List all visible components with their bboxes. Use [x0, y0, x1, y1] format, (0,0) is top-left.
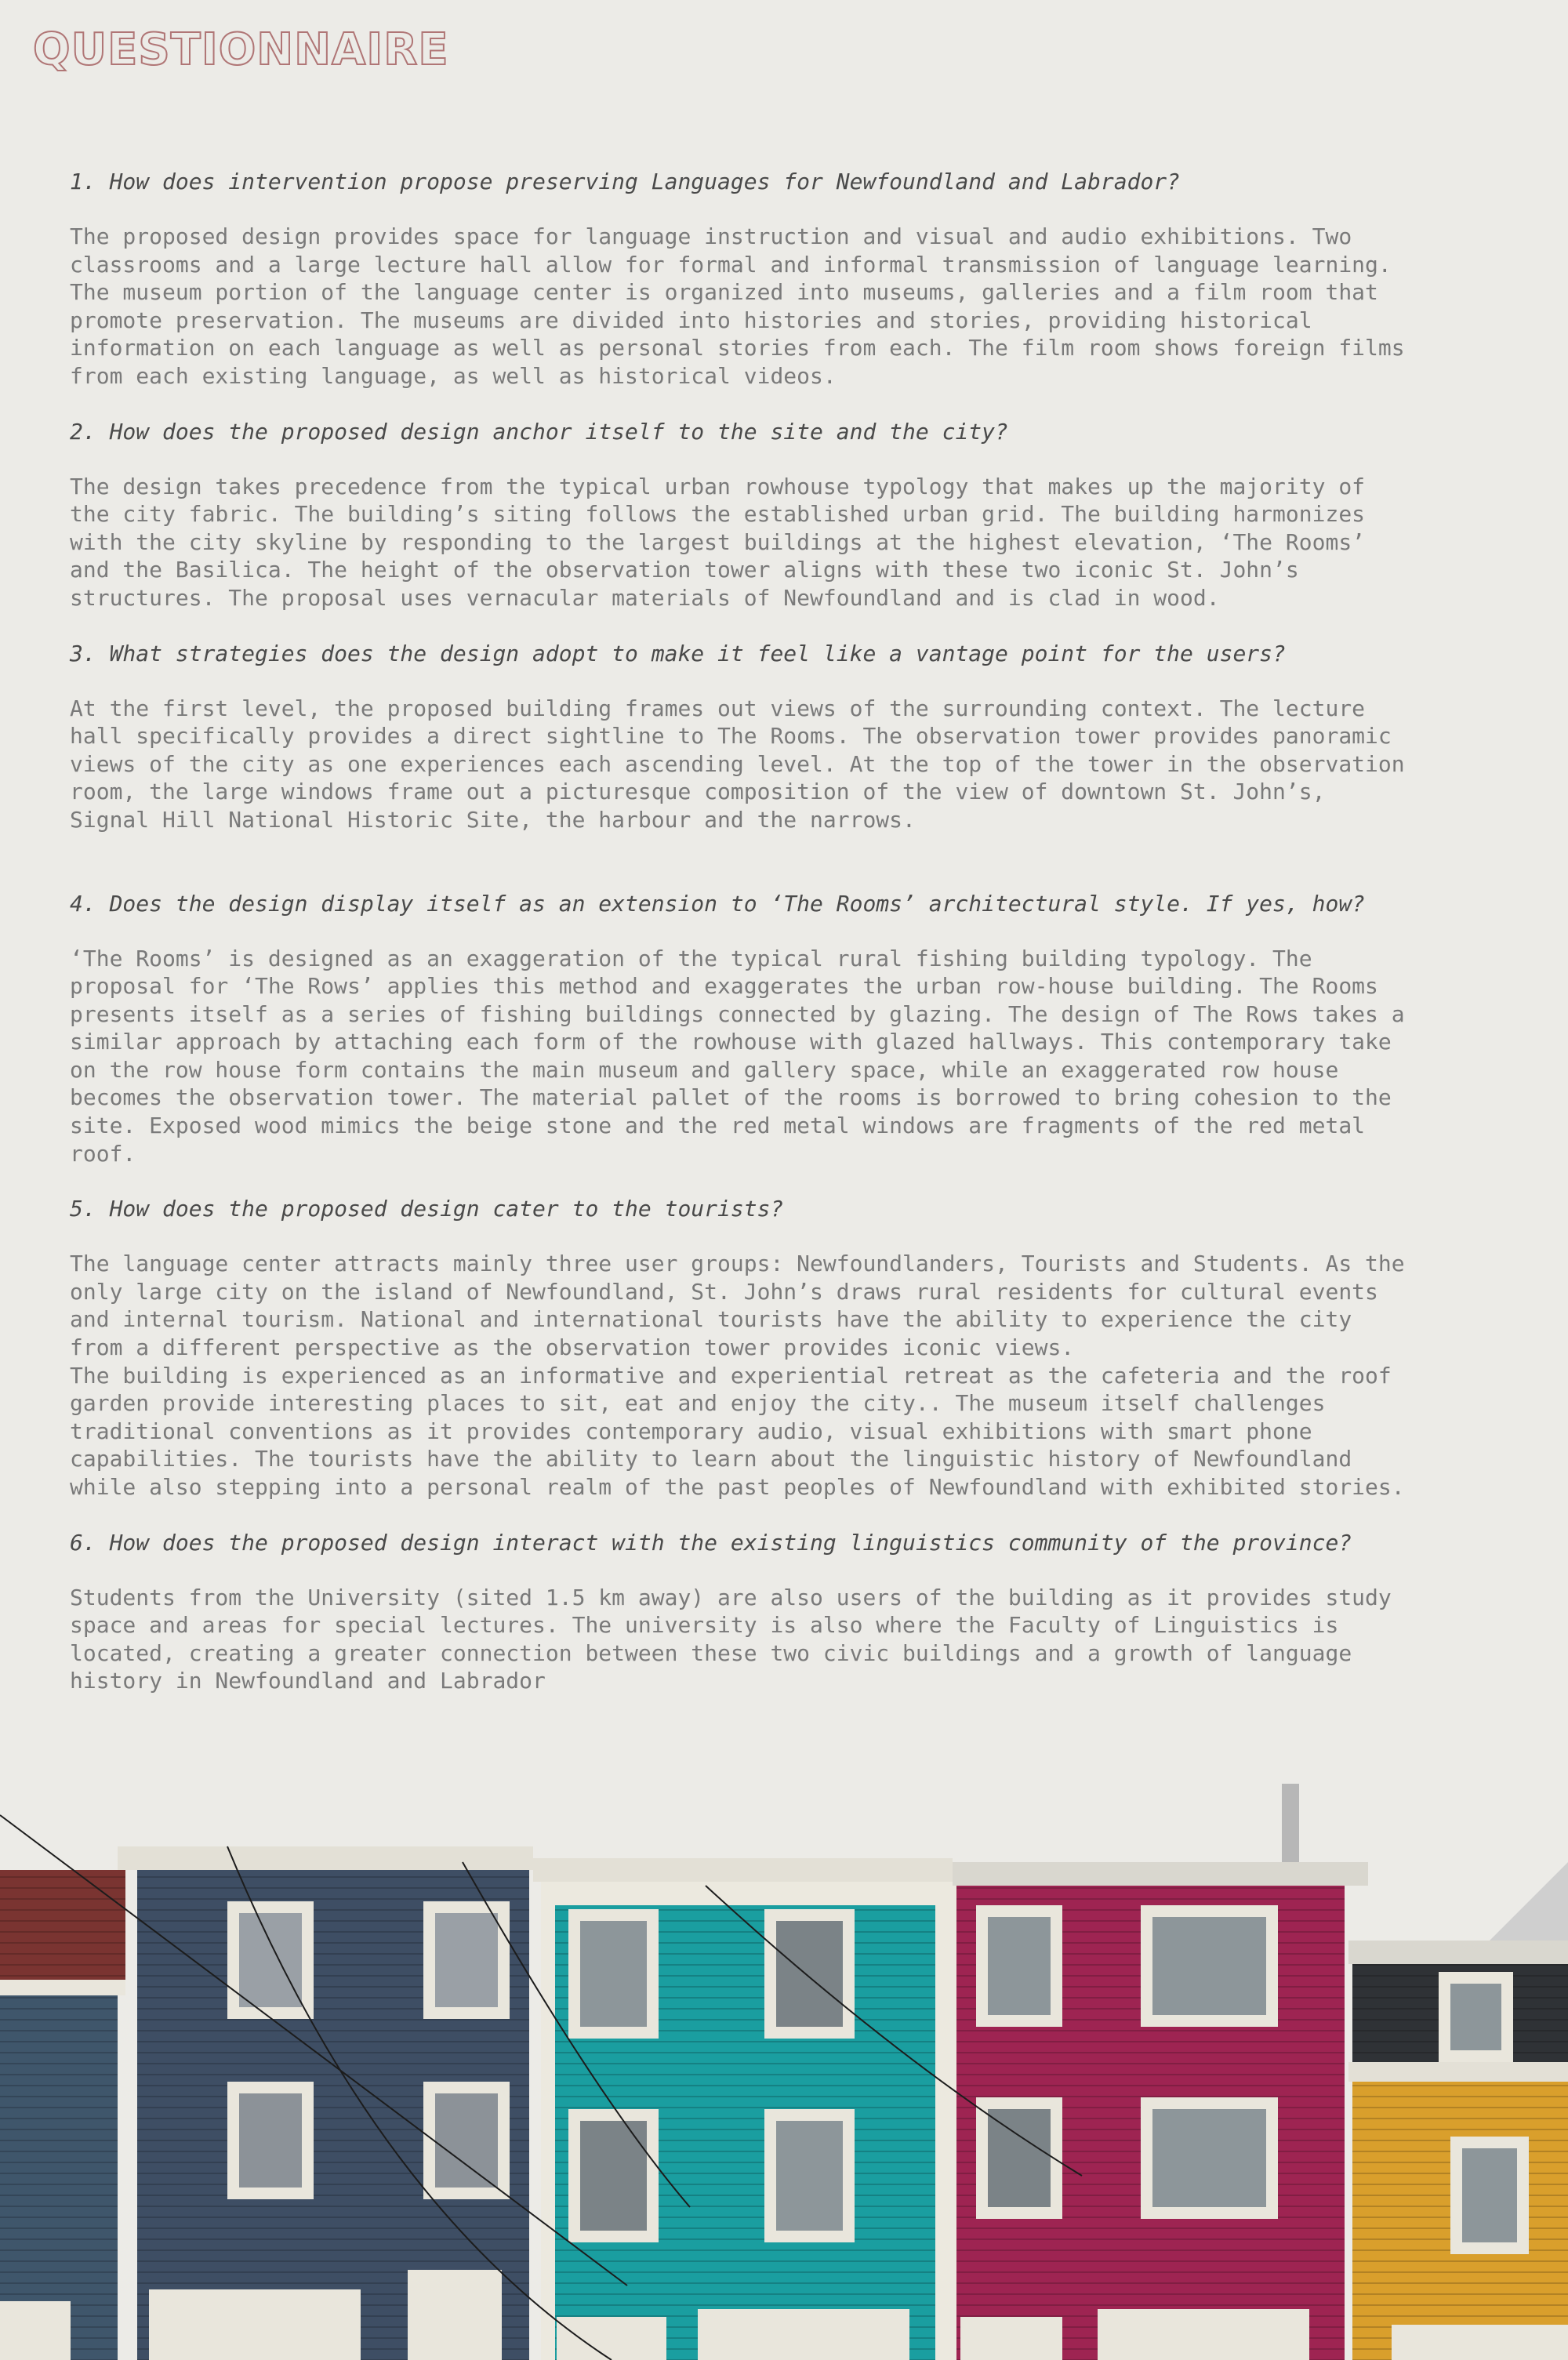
section-spacer [70, 862, 1504, 890]
question-1: 1. How does intervention propose preserving Languages for Newfoundland and Labrador? [70, 169, 1181, 194]
answer-5: The language center attracts mainly three user groups: Newfoundlanders, Tourists and Students. As the only large city on the island of Newfoundland, St. John’s draws rural residents for cultural events and internal tourism. National and international tourists have the ability to experience the city from a different perspective as the observation tower provides iconic views. The building is experienced as an informative and experiential retreat as the cafeteria and the roof garden provide interesting places to sit, eat and enjoy the city.. The museum itself challenges traditional conventions as it provides contemporary audio, visual exhibitions with smart phone capabilities. The tourists have the ability to learn about the linguistic history of Newfoundland while also stepping into a personal realm of the past peoples of Newfoundland with exhibited stories. [70, 1251, 1405, 1500]
question-6: 6. How does the proposed design interact with the existing linguistics community of the province? [70, 1529, 1352, 1556]
answer-4: ‘The Rooms’ is designed as an exaggeration of the typical rural fishing building typology. The proposal for ‘The Rows’ applies this method and exaggerates the urban row-house building. The Rooms presents itself as a series of fishing buildings connected by glazing. The design of The Rows takes a similar approach by attaching each form of the rowhouse with glazed hallways. This contemporary take on the row house form contains the main museum and gallery space, while an exaggerated row house becomes the observation tower. The material pallet of the rooms is borrowed to bring cohesion to the site. Exposed wood mimics the beige stone and the red metal windows are fragments of the red metal roof. [70, 945, 1405, 1167]
answer-1: The proposed design provides space for language instruction and visual and audio exhibitions. Two classrooms and a large lecture hall allow for formal and informal transmission of language learning. The museum portion of the language center is organized into museums, galleries and a film room that promote preservation. The museums are divided into histories and stories, providing historical information on each language as well as personal stories from each. The film room shows foreign films from each existing language, as well as historical videos. [70, 223, 1405, 389]
answer-2: The design takes precedence from the typical urban rowhouse typology that makes up the majority of the city fabric. The building’s siting follows the established urban grid. The building harmonizes with the city skyline by responding to the largest buildings at the highest elevation, ‘The Rooms’ and the Basilica. The height of the observation tower aligns with these two iconic St. John’s structures. The proposal uses vernacular materials of Newfoundland and is clad in wood. [70, 473, 1366, 611]
question-4: 4. Does the design display itself as an extension to ‘The Rooms’ architectural style. If yes, how? [70, 890, 1366, 917]
question-5: 5. How does the proposed design cater to the tourists? [70, 1196, 784, 1222]
page-title: QUESTIONNAIRE [33, 24, 449, 75]
answer-6: Students from the University (sited 1.5 km away) are also users of the building as it provides study space and areas for special lectures. The university is also where the Faculty of Linguistics is located, creating a greater connection between these two civic buildings and a growth of language history in Newfoundland and Labrador [70, 1584, 1392, 1694]
house-mustard [1348, 1862, 1568, 2360]
questionnaire [70, 168, 1504, 1723]
house-magenta [953, 1784, 1368, 2360]
rowhouse-street-illustration [0, 1768, 1568, 2360]
house-navy [118, 1846, 533, 2360]
question-2: 2. How does the proposed design anchor itself to the site and the city? [70, 418, 1008, 445]
house-teal [533, 1858, 956, 2360]
question-3: 3. What strategies does the design adopt to make it feel like a vantage point for the users? [70, 640, 1286, 666]
house-far-left [0, 1870, 125, 2360]
answer-3: At the first level, the proposed building frames out views of the surrounding context. The lecture hall specifically provides a direct sightline to The Rooms. The observation tower provides panoramic views of the city as one experiences each ascending level. At the top of the tower in the observation room, the large windows frame out a picturesque composition of the view of downtown St. John’s, Signal Hill National Historic Site, the harbour and the narrows. [70, 695, 1405, 833]
